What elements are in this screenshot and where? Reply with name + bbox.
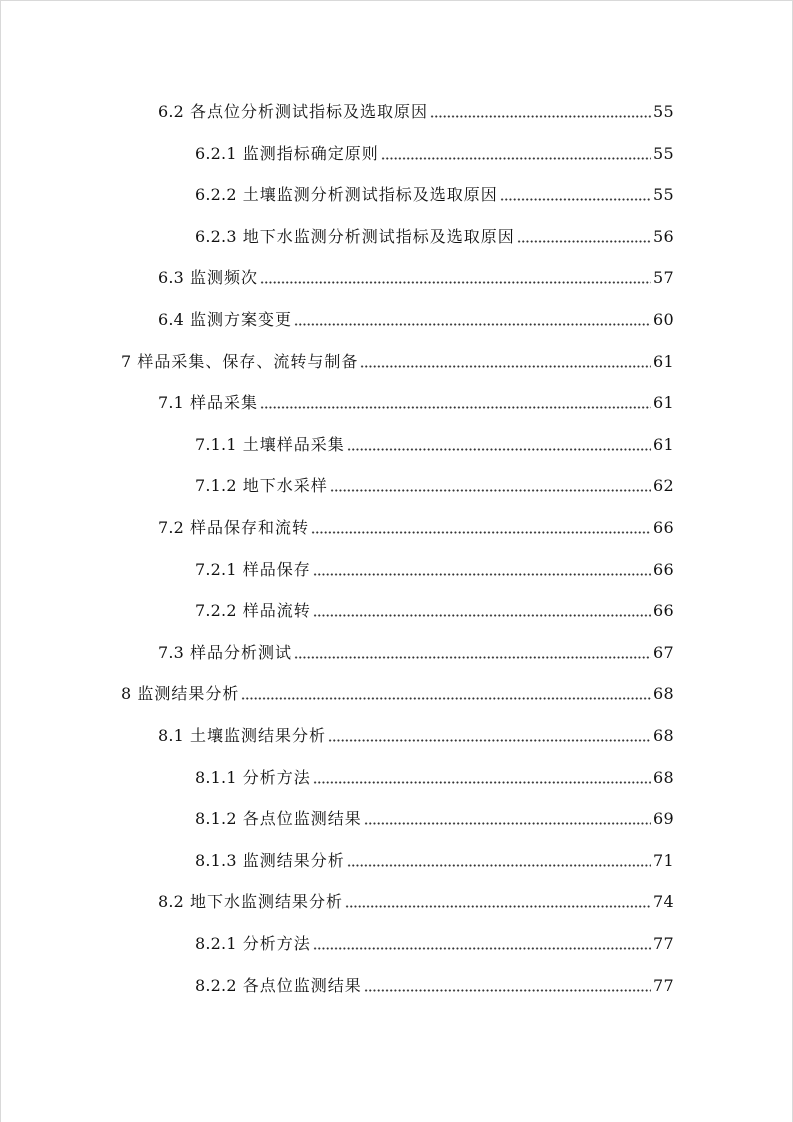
toc-entry-number: 6.2	[158, 102, 185, 121]
toc-entry[interactable]	[195, 431, 674, 457]
toc-entry-title: 分析方法	[242, 934, 311, 953]
toc-dot-leader	[313, 768, 651, 784]
toc-entry[interactable]	[158, 389, 674, 415]
toc-entry-number: 8.2.2	[195, 976, 237, 995]
toc-entry-page-number: 60	[653, 310, 674, 329]
toc-entry-title: 监测频次	[190, 268, 259, 287]
toc-entry-number: 8.2	[158, 892, 185, 911]
toc-entry-title: 样品流转	[242, 601, 311, 620]
toc-entry-page-number: 62	[653, 476, 674, 495]
toc-entry-page-number: 68	[653, 768, 674, 787]
toc-entry[interactable]	[158, 639, 674, 665]
toc-entry[interactable]	[158, 264, 674, 290]
toc-dot-leader	[381, 144, 651, 160]
toc-entry-number: 7.3	[158, 643, 185, 662]
toc-entry-page-number: 74	[653, 892, 674, 911]
toc-entry-page-number: 77	[653, 976, 674, 995]
toc-dot-leader	[360, 352, 651, 368]
toc-entry[interactable]	[121, 680, 674, 706]
toc-entry-title: 土壤监测结果分析	[190, 726, 327, 745]
toc-entry-title: 样品分析测试	[190, 643, 293, 662]
toc-entry-title: 监测结果分析	[137, 684, 240, 703]
toc-dot-leader	[328, 726, 651, 742]
toc-dot-leader	[241, 684, 651, 700]
toc-entry[interactable]	[195, 805, 674, 831]
toc-entry-title: 土壤样品采集	[242, 435, 345, 454]
toc-entry-title: 样品保存	[242, 560, 311, 579]
toc-entry-page-number: 57	[653, 268, 674, 287]
toc-entry-number: 8	[121, 684, 132, 703]
toc-entry-title: 地下水采样	[242, 476, 328, 495]
toc-entry-title: 样品保存和流转	[190, 518, 310, 537]
toc-entry-number: 7.1.1	[195, 435, 237, 454]
toc-entry[interactable]	[195, 764, 674, 790]
toc-entry-title: 各点位监测结果	[242, 809, 362, 828]
toc-entry-number: 7.2.2	[195, 601, 237, 620]
toc-entry[interactable]	[158, 514, 674, 540]
toc-dot-leader	[364, 809, 651, 825]
toc-entry[interactable]	[158, 722, 674, 748]
toc-entry[interactable]	[195, 181, 674, 207]
toc-dot-leader	[311, 518, 651, 534]
toc-entry[interactable]	[195, 597, 674, 623]
toc-entry-page-number: 55	[653, 185, 674, 204]
toc-entry-page-number: 67	[653, 643, 674, 662]
toc-dot-leader	[500, 185, 651, 201]
toc-entry-number: 8.1.1	[195, 768, 237, 787]
toc-dot-leader	[517, 227, 651, 243]
toc-entry-number: 8.2.1	[195, 934, 237, 953]
toc-entry-page-number: 55	[653, 102, 674, 121]
toc-entry-page-number: 66	[653, 518, 674, 537]
toc-entry[interactable]	[158, 888, 674, 914]
toc-dot-leader	[294, 310, 651, 326]
toc-entry-page-number: 68	[653, 726, 674, 745]
toc-entry-page-number: 61	[653, 352, 674, 371]
toc-entry-page-number: 55	[653, 144, 674, 163]
toc-entry-page-number: 69	[653, 809, 674, 828]
toc-entry[interactable]	[195, 140, 674, 166]
toc-entry-number: 7.1	[158, 393, 185, 412]
toc-entry-title: 监测方案变更	[190, 310, 293, 329]
toc-dot-leader	[364, 976, 651, 992]
toc-dot-leader	[347, 435, 651, 451]
toc-entry-number: 6.4	[158, 310, 185, 329]
toc-entry-title: 监测指标确定原则	[242, 144, 379, 163]
toc-entry-title: 各点位监测结果	[242, 976, 362, 995]
toc-entry-page-number: 66	[653, 560, 674, 579]
toc-entry-page-number: 68	[653, 684, 674, 703]
toc-entry-number: 7.1.2	[195, 476, 237, 495]
toc-entry-page-number: 71	[653, 851, 674, 870]
toc-entry-number: 6.2.1	[195, 144, 237, 163]
toc-dot-leader	[313, 934, 651, 950]
toc-dot-leader	[260, 393, 651, 409]
toc-entry-title: 各点位分析测试指标及选取原因	[190, 102, 429, 121]
toc-entry[interactable]	[158, 306, 674, 332]
toc-dot-leader	[260, 268, 651, 284]
toc-entry[interactable]	[158, 98, 674, 124]
toc-dot-leader	[330, 476, 651, 492]
toc-entry-number: 7.2.1	[195, 560, 237, 579]
toc-dot-leader	[347, 851, 651, 867]
toc-entry-number: 6.3	[158, 268, 185, 287]
toc-entry-title: 土壤监测分析测试指标及选取原因	[242, 185, 498, 204]
toc-dot-leader	[430, 102, 651, 118]
toc-dot-leader	[345, 892, 651, 908]
toc-entry[interactable]	[195, 972, 674, 998]
toc-entry-number: 7	[121, 352, 132, 371]
toc-entry[interactable]	[195, 847, 674, 873]
toc-entry-number: 8.1.3	[195, 851, 237, 870]
toc-entry[interactable]	[195, 223, 674, 249]
toc-dot-leader	[313, 601, 651, 617]
toc-entry-page-number: 66	[653, 601, 674, 620]
toc-entry-title: 监测结果分析	[242, 851, 345, 870]
toc-entry-number: 7.2	[158, 518, 185, 537]
toc-entry-title: 样品采集、保存、流转与制备	[137, 352, 359, 371]
toc-dot-leader	[294, 643, 651, 659]
toc-entry[interactable]	[195, 930, 674, 956]
toc-entry[interactable]	[195, 556, 674, 582]
toc-entry-title: 样品采集	[190, 393, 259, 412]
toc-entry-number: 6.2.3	[195, 227, 237, 246]
toc-entry-number: 8.1.2	[195, 809, 237, 828]
toc-entry[interactable]	[195, 472, 674, 498]
toc-entry-number: 6.2.2	[195, 185, 237, 204]
toc-entry[interactable]	[121, 348, 674, 374]
toc-entry-page-number: 77	[653, 934, 674, 953]
toc-entry-title: 地下水监测结果分析	[190, 892, 344, 911]
toc-entry-title: 地下水监测分析测试指标及选取原因	[242, 227, 515, 246]
toc-entry-page-number: 56	[653, 227, 674, 246]
toc-entry-number: 8.1	[158, 726, 185, 745]
toc-entry-page-number: 61	[653, 393, 674, 412]
toc-entry-title: 分析方法	[242, 768, 311, 787]
toc-entry-page-number: 61	[653, 435, 674, 454]
toc-dot-leader	[313, 560, 651, 576]
